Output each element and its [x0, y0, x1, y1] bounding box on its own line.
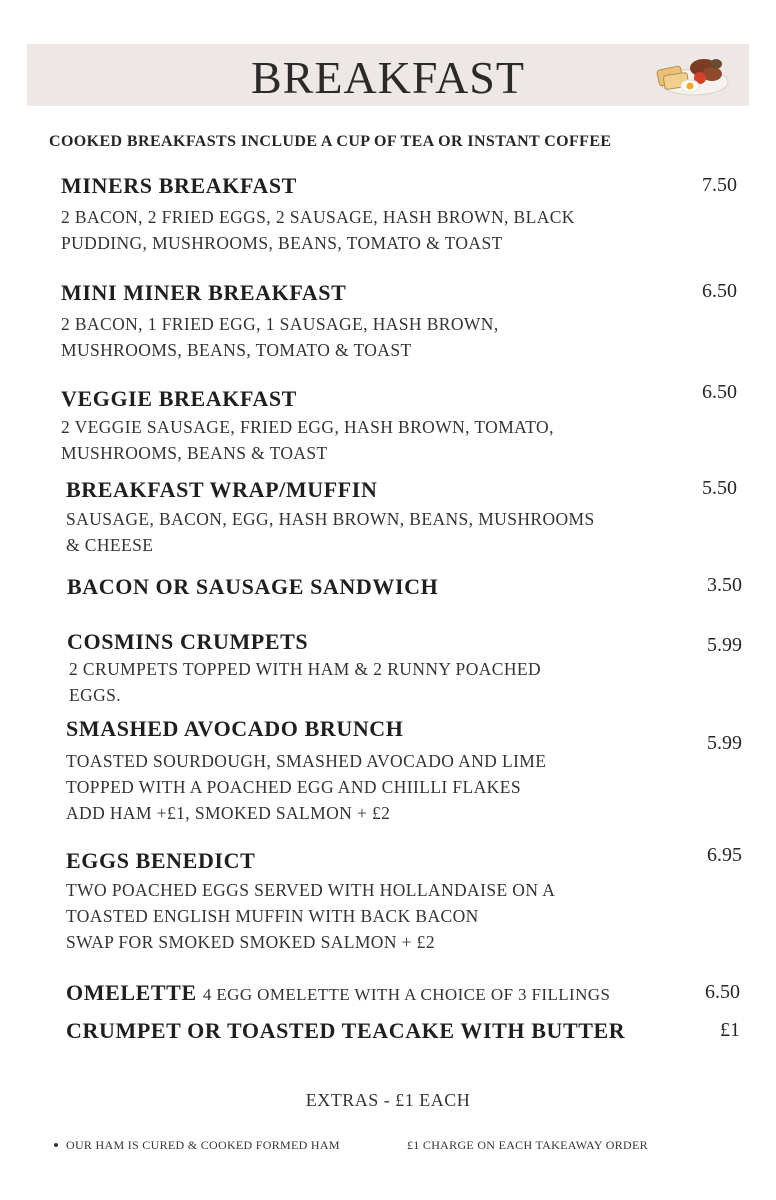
item-price-veggie-breakfast: 6.50 — [702, 381, 737, 403]
item-price-crumpet-teacake: £1 — [720, 1019, 740, 1041]
extras-note: EXTRAS - £1 EACH — [305, 1090, 471, 1110]
item-desc-omelette: 4 EGG OMELETTE WITH A CHOICE OF 3 FILLINGS — [202, 985, 611, 1004]
subheading: COOKED BREAKFASTS INCLUDE A CUP OF TEA OR INSTANT COFFEE — [49, 133, 612, 150]
bullet-icon — [54, 1143, 58, 1147]
item-price-mini-miner-breakfast: 6.50 — [702, 280, 737, 302]
footnote-ham: OUR HAM IS CURED & COOKED FORMED HAM — [54, 1138, 340, 1153]
item-desc-miners-breakfast: 2 BACON, 2 FRIED EGGS, 2 SAUSAGE, HASH BROWN, BLACK PUDDING, MUSHROOMS, BEANS, TOMATO & TOAST — [61, 207, 575, 253]
item-price-omelette: 6.50 — [705, 981, 740, 1003]
item-name-bacon-sausage-sandwich: BACON OR SAUSAGE SANDWICH — [67, 574, 439, 599]
item-desc-eggs-benedict: TWO POACHED EGGS SERVED WITH HOLLANDAISE ON A TOASTED ENGLISH MUFFIN WITH BACK BACON SWAP FOR SMOKED SMOKED SALMON + £2 — [66, 880, 556, 952]
item-name-breakfast-wrap: BREAKFAST WRAP/MUFFIN — [66, 477, 378, 502]
item-name-omelette — [66, 980, 610, 1006]
item-price-bacon-sausage-sandwich: 3.50 — [707, 574, 742, 596]
omelette-name: OMELETTE — [66, 980, 197, 1005]
item-price-eggs-benedict: 6.95 — [707, 844, 742, 866]
item-price-cosmins-crumpets: 5.99 — [707, 634, 742, 656]
item-desc-veggie-breakfast: 2 VEGGIE SAUSAGE, FRIED EGG, HASH BROWN, TOMATO, MUSHROOMS, BEANS & TOAST — [61, 417, 554, 463]
breakfast-plate-icon — [654, 52, 730, 98]
item-name-veggie-breakfast: VEGGIE BREAKFAST — [61, 386, 297, 411]
item-name-miners-breakfast: MINERS BREAKFAST — [61, 173, 297, 198]
item-name-smashed-avocado: SMASHED AVOCADO BRUNCH — [66, 716, 404, 741]
item-name-mini-miner-breakfast: MINI MINER BREAKFAST — [61, 280, 347, 305]
item-name-crumpet-teacake: CRUMPET OR TOASTED TEACAKE WITH BUTTER — [66, 1018, 626, 1043]
item-name-cosmins-crumpets: COSMINS CRUMPETS — [67, 629, 309, 654]
item-price-breakfast-wrap: 5.50 — [702, 477, 737, 499]
item-price-smashed-avocado: 5.99 — [707, 732, 742, 754]
item-desc-smashed-avocado: TOASTED SOURDOUGH, SMASHED AVOCADO AND LIME TOPPED WITH A POACHED EGG AND CHIILLI FLAKES ADD HAM +£1, SMOKED SALMON + £2 — [66, 751, 547, 823]
item-price-miners-breakfast: 7.50 — [702, 174, 737, 196]
item-desc-cosmins-crumpets: 2 CRUMPETS TOPPED WITH HAM & 2 RUNNY POACHED EGGS. — [69, 659, 542, 705]
item-name-eggs-benedict: EGGS BENEDICT — [66, 848, 256, 873]
item-desc-breakfast-wrap: SAUSAGE, BACON, EGG, HASH BROWN, BEANS, MUSHROOMS & CHEESE — [66, 509, 595, 555]
item-desc-mini-miner-breakfast: 2 BACON, 1 FRIED EGG, 1 SAUSAGE, HASH BROWN, MUSHROOMS, BEANS, TOMATO & TOAST — [61, 314, 499, 360]
page-title: BREAKFAST — [251, 52, 525, 103]
footnote-takeaway: £1 CHARGE ON EACH TAKEAWAY ORDER — [407, 1138, 648, 1152]
menu-header — [27, 44, 749, 106]
